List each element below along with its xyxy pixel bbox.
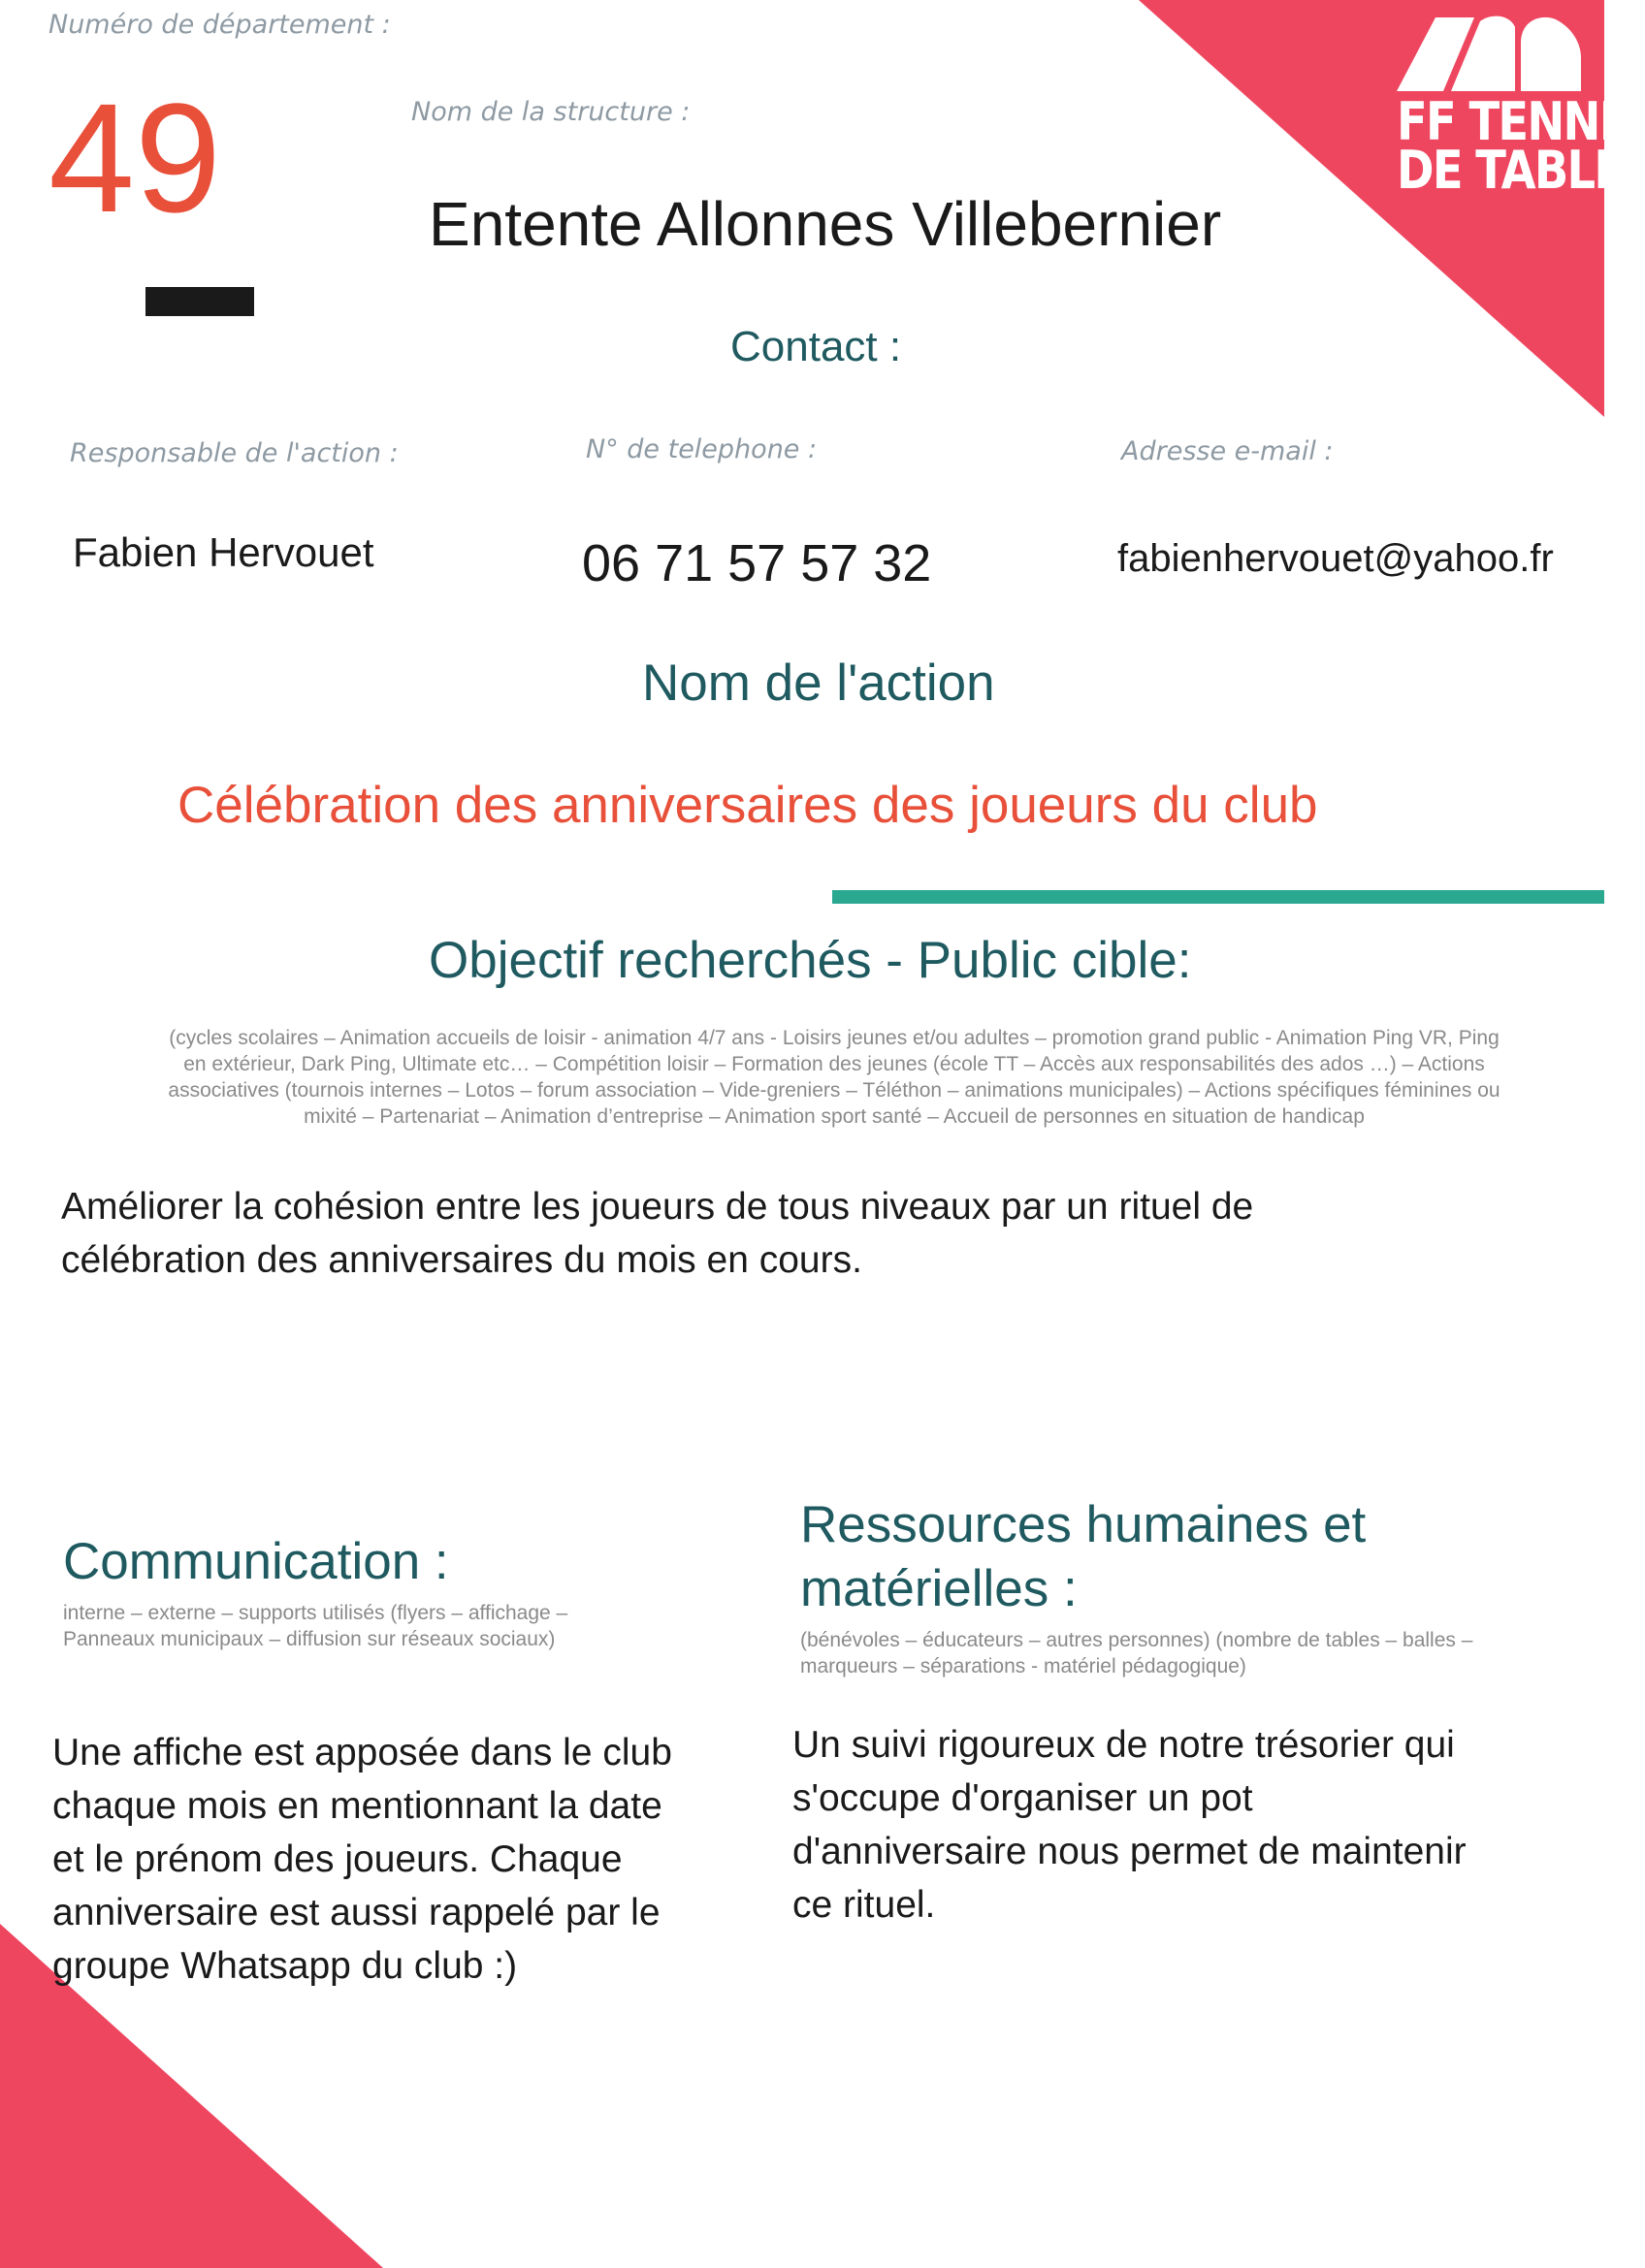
- email-label: Adresse e-mail :: [1121, 436, 1334, 466]
- department-number: 49: [48, 71, 221, 244]
- logo-line-2: DE TABLE: [1397, 140, 1624, 201]
- communication-hint: interne – externe – supports utilisés (flyers – affichage – Panneaux municipaux – diffusion sur réseaux sociaux): [63, 1602, 568, 1650]
- structure-label: Nom de la structure :: [411, 97, 691, 127]
- email-address[interactable]: fabienhervouet@yahoo.fr: [1117, 537, 1554, 580]
- communication-text: Une affiche est apposée dans le club chaque mois en mentionnant la date et le prénom des joueurs. Chaque anniversaire est aussi rappelé par le groupe Whatsapp du club :): [52, 1732, 672, 1987]
- communication-heading: Communication :: [63, 1533, 449, 1590]
- action-name: Célébration des anniversaires des joueurs du club: [177, 777, 1318, 834]
- department-underline: [145, 287, 254, 316]
- objectif-hint: (cycles scolaires – Animation accueils de loisir - animation 4/7 ans - Loisirs jeunes et/ou adultes – promotion grand public - Animation Ping VR, Ping en extérieur, Dark Ping, Ultimate etc… – Compétition loisir – Formation des jeunes (école TT – Accès aux responsabilités des ados …) – Actions associatives (tournois internes – Lotos – forum association – Vide-greniers – Téléthon – animations municipales) – Actions spécifiques féminines ou mixité – Partenariat – Animation d’entreprise – Animation sport santé – Accueil de personnes en situation de handicap: [168, 1027, 1500, 1128]
- ressources-heading: Ressources humaines et matérielles :: [800, 1496, 1367, 1617]
- logo-line-1: FF TENNIS: [1397, 91, 1645, 152]
- objectif-heading: Objectif recherchés - Public cible:: [429, 932, 1192, 989]
- contact-heading: Contact :: [730, 323, 902, 370]
- ressources-text: Un suivi rigoureux de notre trésorier qui s'occupe d'organiser un pot d'anniversaire nous permet de maintenir ce rituel.: [792, 1724, 1467, 1926]
- fftt-logo: [1397, 14, 1645, 201]
- responsable-label: Responsable de l'action :: [70, 438, 399, 468]
- fftt-logo-mark-icon: [1397, 14, 1581, 93]
- ressources-hint: (bénévoles – éducateurs – autres personnes) (nombre de tables – balles – marqueurs – séparations - matériel pédagogique): [800, 1629, 1473, 1677]
- action-heading: Nom de l'action: [642, 655, 995, 712]
- structure-name: Entente Allonnes Villebernier: [429, 189, 1222, 259]
- department-label: Numéro de département :: [48, 10, 391, 40]
- phone-label: N° de telephone :: [586, 434, 818, 464]
- section-divider: [832, 890, 1604, 904]
- phone-number: 06 71 57 57 32: [582, 534, 932, 592]
- responsable-name: Fabien Hervouet: [73, 529, 374, 575]
- objectif-text: Améliorer la cohésion entre les joueurs de tous niveaux par un rituel de célébration des anniversaires du mois en cours.: [61, 1186, 1254, 1281]
